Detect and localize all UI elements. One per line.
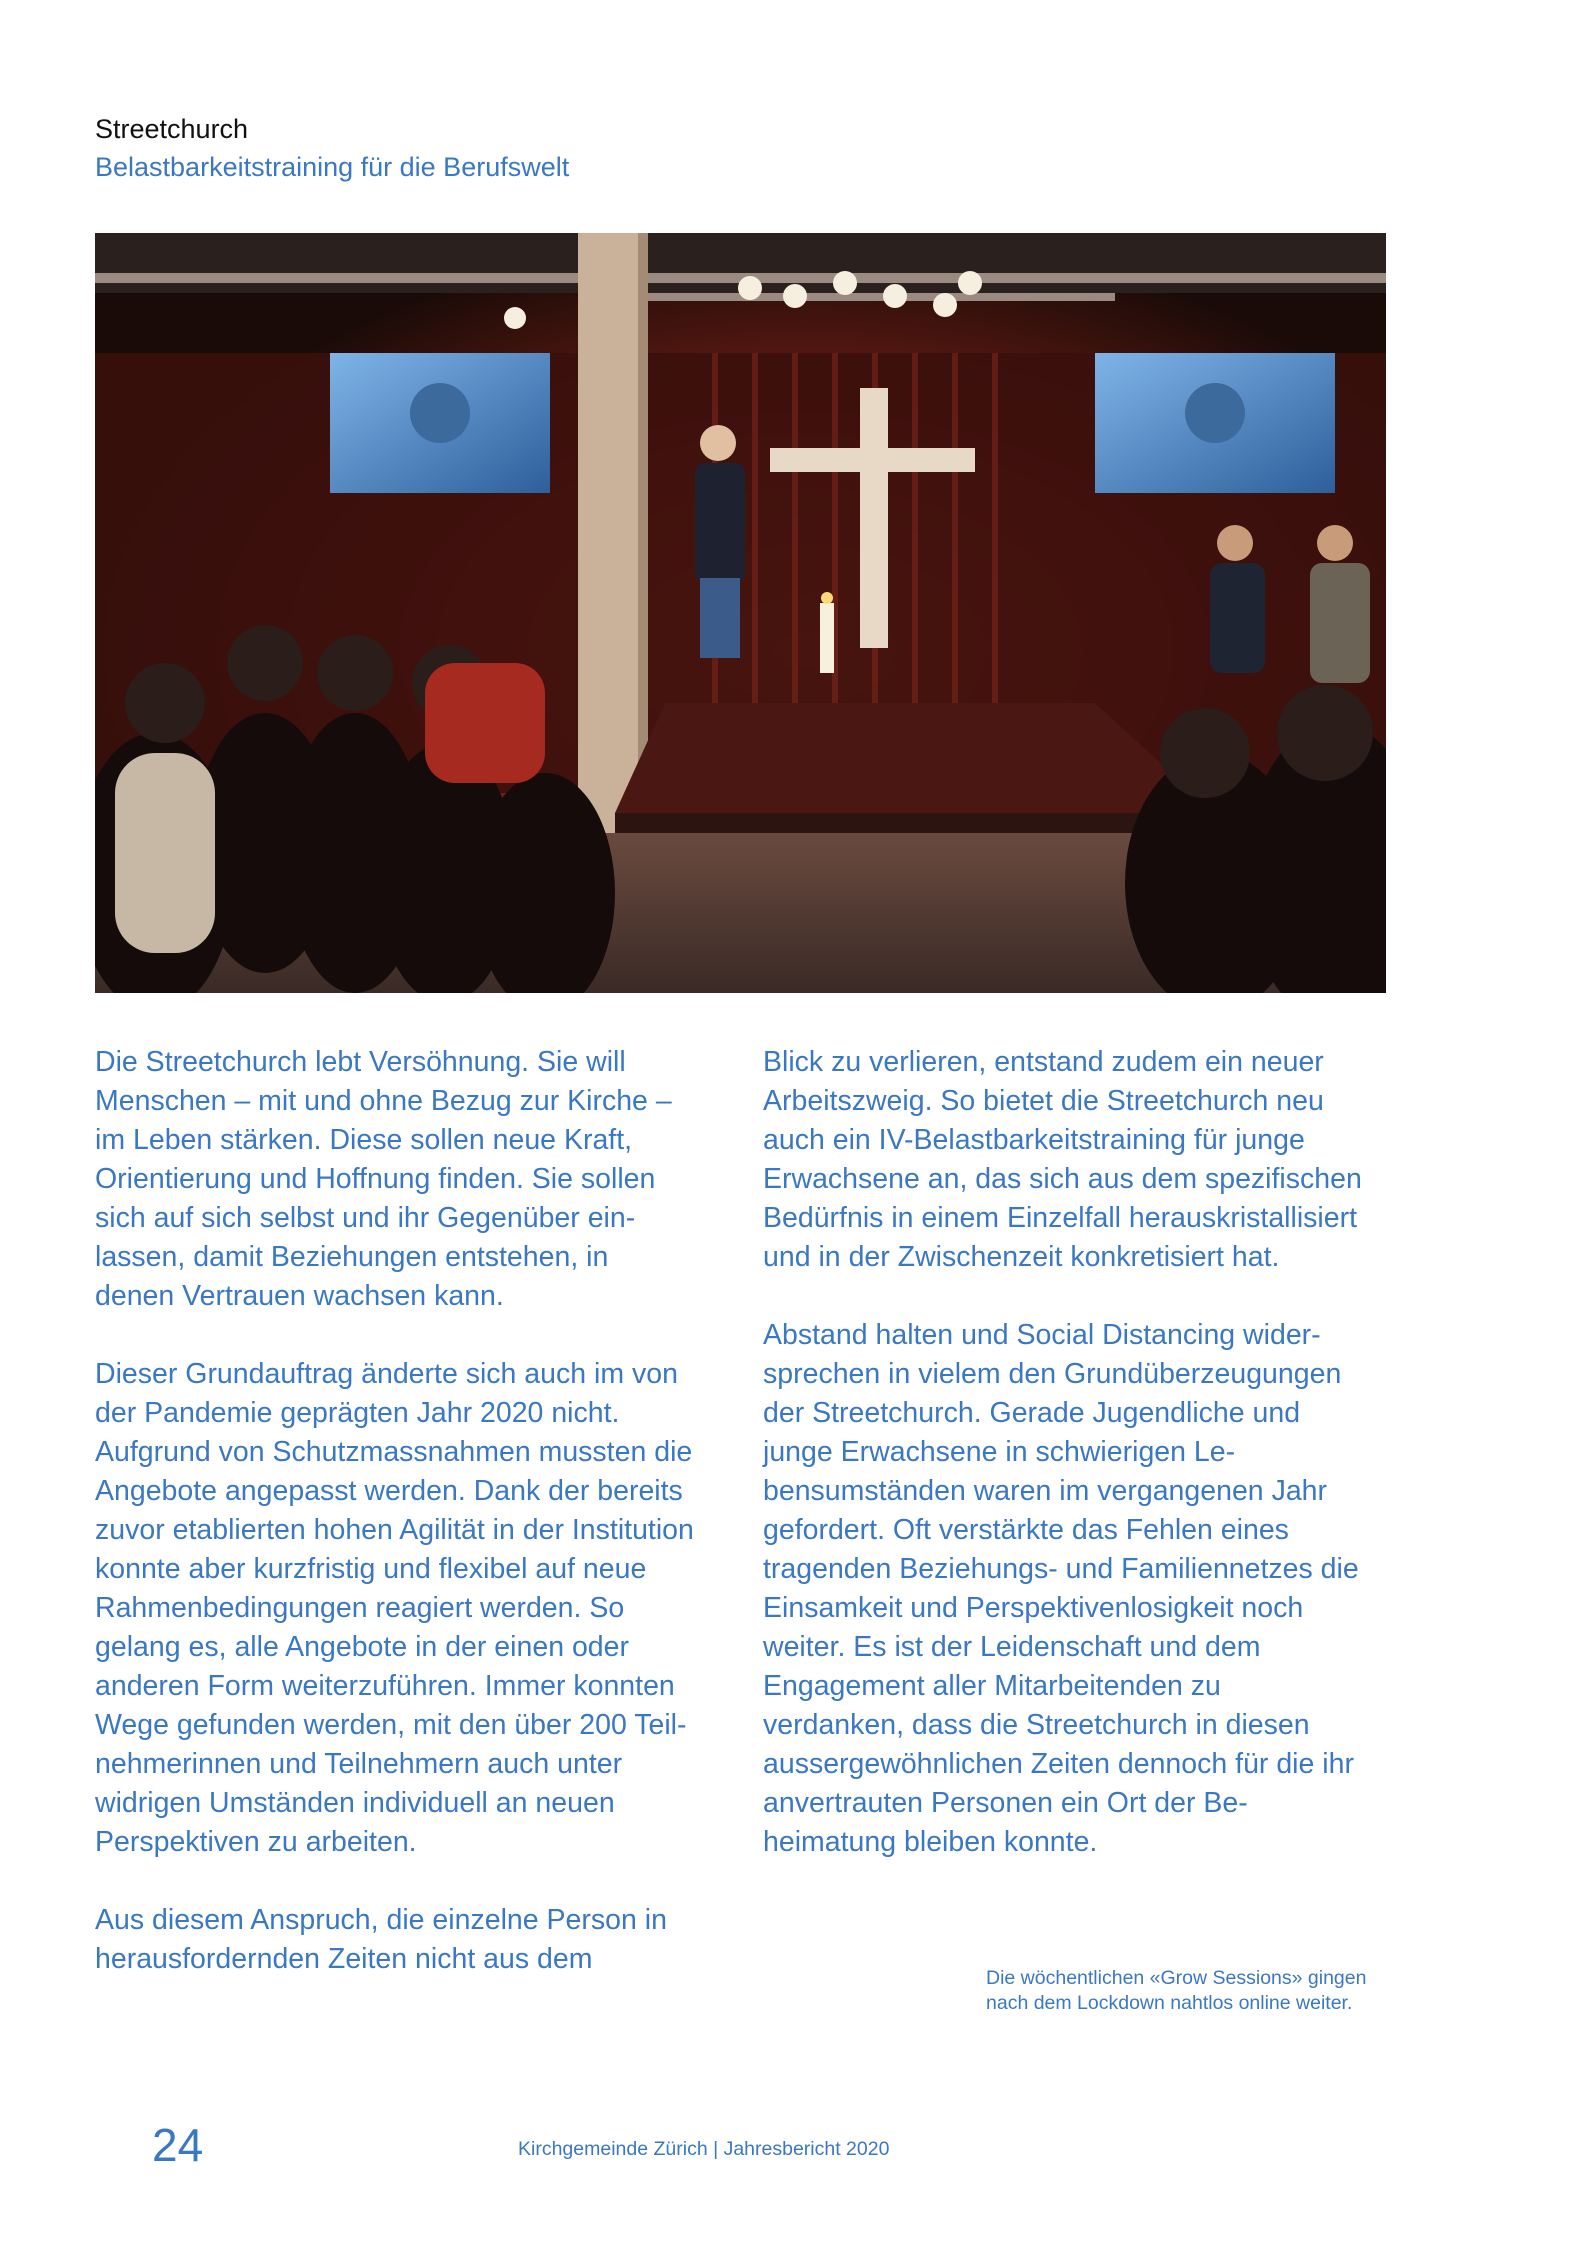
page-number: 24 bbox=[152, 2119, 204, 2171]
paragraph: Abstand halten und Social Distancing widersprechen in vielem den Grundüberzeugungen der Streetchurch. Gerade Jugendliche und junge Erwachsene in schwierigen Lebensumständen waren im vergangenen Jahr gefordert. Oft verstärkte das Fehlen eines tragenden Beziehungs- und Familiennetzes die Einsamkeit und Perspektivenlosigkeit noch weiter. Es ist der Leidenschaft und dem Engagement aller Mitarbeitenden zu verdanken, dass die Streetchurch in diesen aussergewöhnlichen Zeiten dennoch für die ihr anvertrauten Personen ein Ort der Beheimatung bleiben konnte. bbox=[763, 1319, 1359, 1858]
event-photo bbox=[95, 233, 1386, 993]
body-column-left bbox=[95, 1043, 695, 2018]
event-photo-illustration bbox=[95, 233, 1386, 993]
photo-caption: Die wöchentlichen «Grow Sessions» gingen nach dem Lockdown nahtlos online weiter. bbox=[986, 1967, 1367, 2014]
body-column-right bbox=[763, 1043, 1363, 1901]
paragraph: Die Streetchurch lebt Versöhnung. Sie will Menschen – mit und ohne Bezug zur Kirche – im Leben stärken. Diese sollen neue Kraft, Orientierung und Hoffnung finden. Sie sollen sich auf sich selbst und ihr Gegenüber einlassen, damit Beziehungen entstehen, in denen Vertrauen wachsen kann. bbox=[95, 1046, 672, 1312]
footer-publication: Kirchgemeinde Zürich | Jahresbericht 2020 bbox=[518, 2138, 890, 2160]
paragraph: Aus diesem Anspruch, die einzelne Person in herausfordernden Zeiten nicht aus dem bbox=[95, 1904, 667, 1975]
paragraph: Dieser Grundauftrag änderte sich auch im von der Pandemie geprägten Jahr 2020 nicht. Aufgrund von Schutzmassnahmen mussten die Angebote angepasst werden. Dank der bereits zuvor etablierten hohen Agilität in der Institution konnte aber kurzfristig und flexibel auf neue Rahmenbedingungen reagiert werden. So gelang es, alle Angebote in der einen oder anderen Form weiterzuführen. Immer konnten Wege gefunden werden, mit den über 200 Teilnehmerinnen und Teilnehmern auch unter widrigen Umständen individuell an neuen Perspektiven zu arbeiten. bbox=[95, 1358, 694, 1858]
page-title: Belastbarkeitstraining für die Berufswelt bbox=[95, 152, 570, 182]
section-kicker: Streetchurch bbox=[95, 114, 249, 144]
paragraph: Blick zu verlieren, entstand zudem ein neuer Arbeitszweig. So bietet die Streetchurch neu auch ein IV-Belastbarkeitstraining für junge Erwachsene an, das sich aus dem spezifischen Bedürfnis in einem Einzelfall herauskristallisiert und in der Zwischenzeit konkretisiert hat. bbox=[763, 1046, 1362, 1273]
